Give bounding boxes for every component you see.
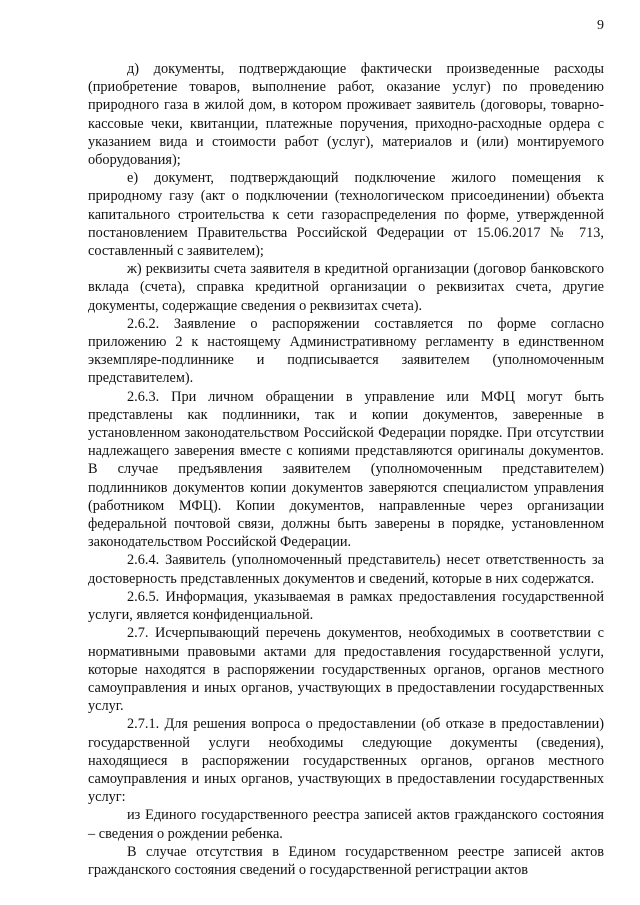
paragraph-2-6-5: 2.6.5. Информация, указываемая в рамках предоставления государственной услуги, является конфиденциальной. xyxy=(88,588,604,624)
paragraph-2-7-1: 2.7.1. Для решения вопроса о предоставлении (об отказе в предоставлении) государственной услуги необходимы следующие документы (сведения), находящиеся в распоряжении государственных органов, органов местного самоуправления и иных органов, участвующих в предоставлении государственных услуг: xyxy=(88,716,604,806)
paragraph-civil-registry: из Единого государственного реестра записей актов гражданского состояния – сведения о рождении ребенка. xyxy=(88,807,604,842)
paragraph-absence-of-records: В случае отсутствия в Едином государственном реестре записей актов гражданского состояния сведений о государственной регистрации актов xyxy=(88,843,604,878)
page-number: 9 xyxy=(597,18,604,33)
paragraph-2-6-2: 2.6.2. Заявление о распоряжении составляется по форме согласно приложению 2 к настоящему Административному регламенту в единственном экземпляре-подлиннике и подписывается заявителем (уполномоченным представителем). xyxy=(88,315,604,387)
paragraph-document-expenses: д) документы, подтверждающие фактически произведенные расходы (приобретение товаров, выполнение работ, оказание услуг) по проведению природного газа в жилой дом, в котором проживает заявитель (договоры, товарно-кассовые чеки, квитанции, платежные поручения, приходно-расходные ордера с указанием вида и стоимости работ (услуг), материалов и (или) монтируемого оборудования); xyxy=(88,61,604,169)
paragraph-bank-details: ж) реквизиты счета заявителя в кредитной организации (договор банковского вклада (счета), справка кредитной организации о реквизитах счета, другие документы, содержащие сведения о реквизитах счета). xyxy=(88,261,604,314)
paragraph-gas-connection-act: е) документ, подтверждающий подключение жилого помещения к природному газу (акт о подключении (технологическом присоединении) объекта капитального строительства к сети газораспределения по форме, утвержденной постановлением Правительства Российской Федерации от 15.06.2017 № 713, составленный с заявителем); xyxy=(88,170,604,260)
paragraph-2-6-3: 2.6.3. При личном обращении в управление или МФЦ могут быть представлены как подлинники, так и копии документов, заверенные в установленном законодательством Российской Федерации порядке. При отсутствии надлежащего заверения вместе с копиями представляются оригиналы документов. В случае предъявления заявителем (уполномоченным представителем) подлинников документов копии документов заверяются специалистом управления (работником МФЦ). Копии документов, направленные через организации федеральной почтовой связи, должны быть заверены в порядке, установленном законодательством Российской Федерации. xyxy=(88,388,604,551)
body-text xyxy=(88,60,604,879)
paragraph-2-6-4: 2.6.4. Заявитель (уполномоченный представитель) несет ответственность за достоверность представленных документов и сведений, которые в них содержатся. xyxy=(88,552,604,587)
paragraph-2-7: 2.7. Исчерпывающий перечень документов, необходимых в соответствии с нормативными правовыми актами для предоставления государственной услуги, которые находятся в распоряжении государственных органов, органов местного самоуправления и иных органов, участвующих в предоставлении государственных услуг. xyxy=(88,625,604,715)
